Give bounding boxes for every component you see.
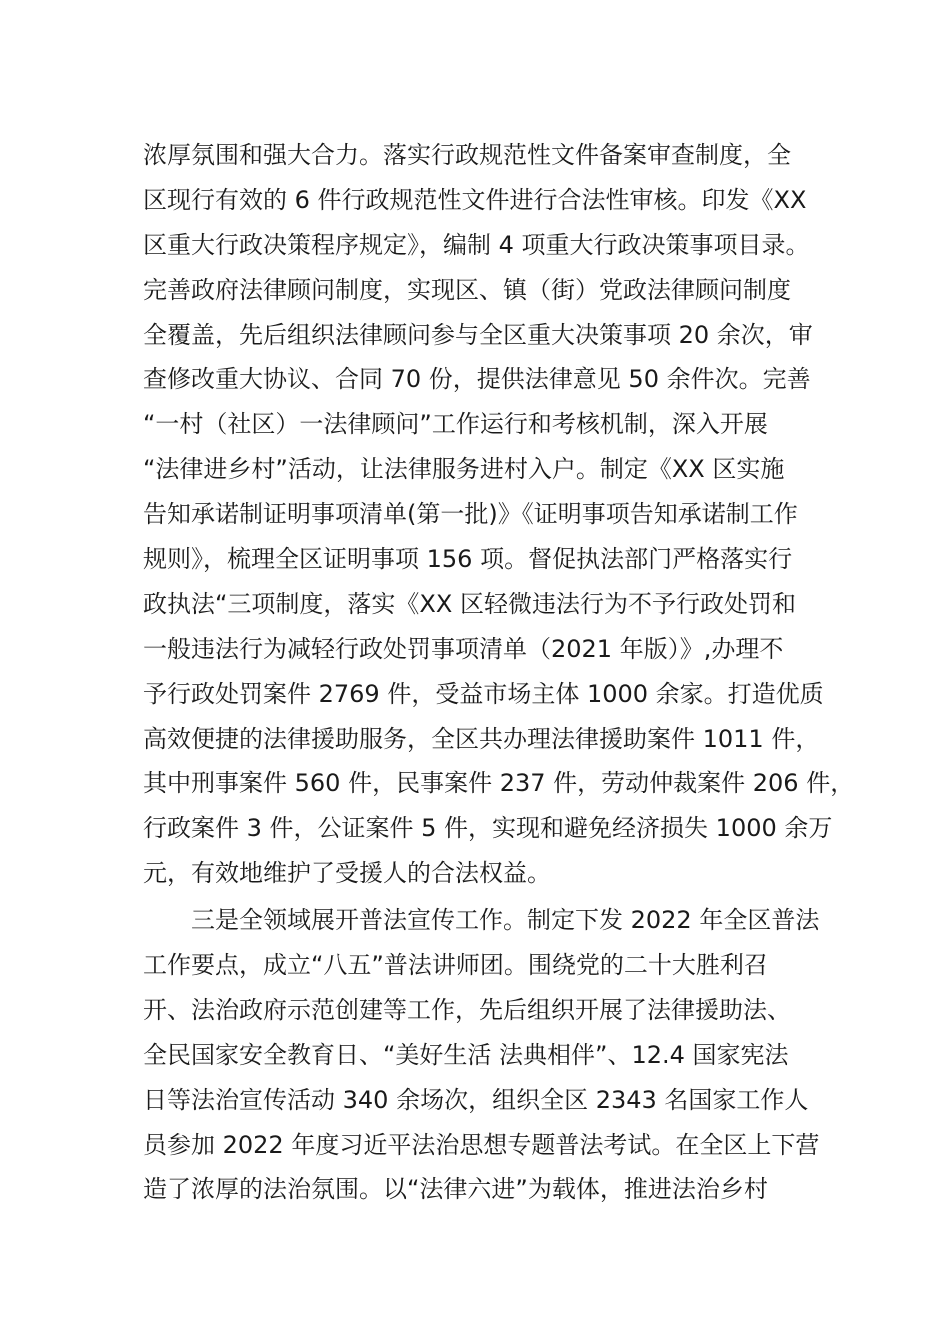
paragraph-1 <box>143 133 855 896</box>
text-line: 一般违法行为减轻行政处罚事项清单（2021 年版）》,办理不 <box>143 634 784 663</box>
text-line: 全覆盖，先后组织法律顾问参与全区重大决策事项 20 余次，审 <box>143 320 813 349</box>
body-text <box>143 133 855 1212</box>
text-line: 开、法治政府示范创建等工作，先后组织开展了法律援助法、 <box>143 995 791 1024</box>
text-line: 造了浓厚的法治氛围。以“法律六进”为载体，推进法治乡村 <box>143 1175 768 1204</box>
text-line: 元，有效地维护了受援人的合法权益。 <box>143 859 551 888</box>
text-line: 政执法“三项制度，落实《XX 区轻微违法行为不予行政处罚和 <box>143 589 796 618</box>
text-line: 高效便捷的法律援助服务，全区共办理法律援助案件 1011 件， <box>143 724 820 753</box>
text-line: 规则》，梳理全区证明事项 156 项。督促执法部门严格落实行 <box>143 545 793 574</box>
text-line: 全民国家安全教育日、“美好生活 法典相伴”、12.4 国家宪法 <box>143 1040 789 1069</box>
text-line: “法律进乡村”活动，让法律服务进村入户。制定《XX 区实施 <box>143 455 785 484</box>
text-line: 告知承诺制证明事项清单(第一批)》《证明事项告知承诺制工作 <box>143 500 798 529</box>
text-line: 区重大行政决策程序规定》，编制 4 项重大行政决策事项目录。 <box>143 230 810 259</box>
text-line: 其中刑事案件 560 件，民事案件 237 件，劳动仲裁案件 206 件， <box>143 769 855 798</box>
text-line: 完善政府法律顾问制度，实现区、镇（街）党政法律顾问制度 <box>143 275 791 304</box>
text-line: 区现行有效的 6 件行政规范性文件进行合法性审核。印发《XX <box>143 185 807 214</box>
text-line-first: 三是全领域展开普法宣传工作。制定下发 2022 年全区普法 <box>191 906 820 935</box>
text-line: 予行政处罚案件 2769 件，受益市场主体 1000 余家。打造优质 <box>143 679 824 708</box>
paragraph-2 <box>143 898 823 1212</box>
text-line: 查修改重大协议、合同 70 份，提供法律意见 50 余件次。完善 <box>143 365 811 394</box>
text-line: 浓厚氛围和强大合力。落实行政规范性文件备案审查制度，全 <box>143 141 791 169</box>
text-line: “一村（社区）一法律顾问”工作运行和考核机制，深入开展 <box>143 410 768 439</box>
text-line: 行政案件 3 件，公证案件 5 件，实现和避免经济损失 1000 余万 <box>143 814 833 843</box>
text-line: 工作要点，成立“八五”普法讲师团。围绕党的二十大胜利召 <box>143 951 768 980</box>
text-line: 员参加 2022 年度习近平法治思想专题普法考试。在全区上下营 <box>143 1130 820 1159</box>
text-line: 日等法治宣传活动 340 余场次，组织全区 2343 名国家工作人 <box>143 1085 809 1114</box>
